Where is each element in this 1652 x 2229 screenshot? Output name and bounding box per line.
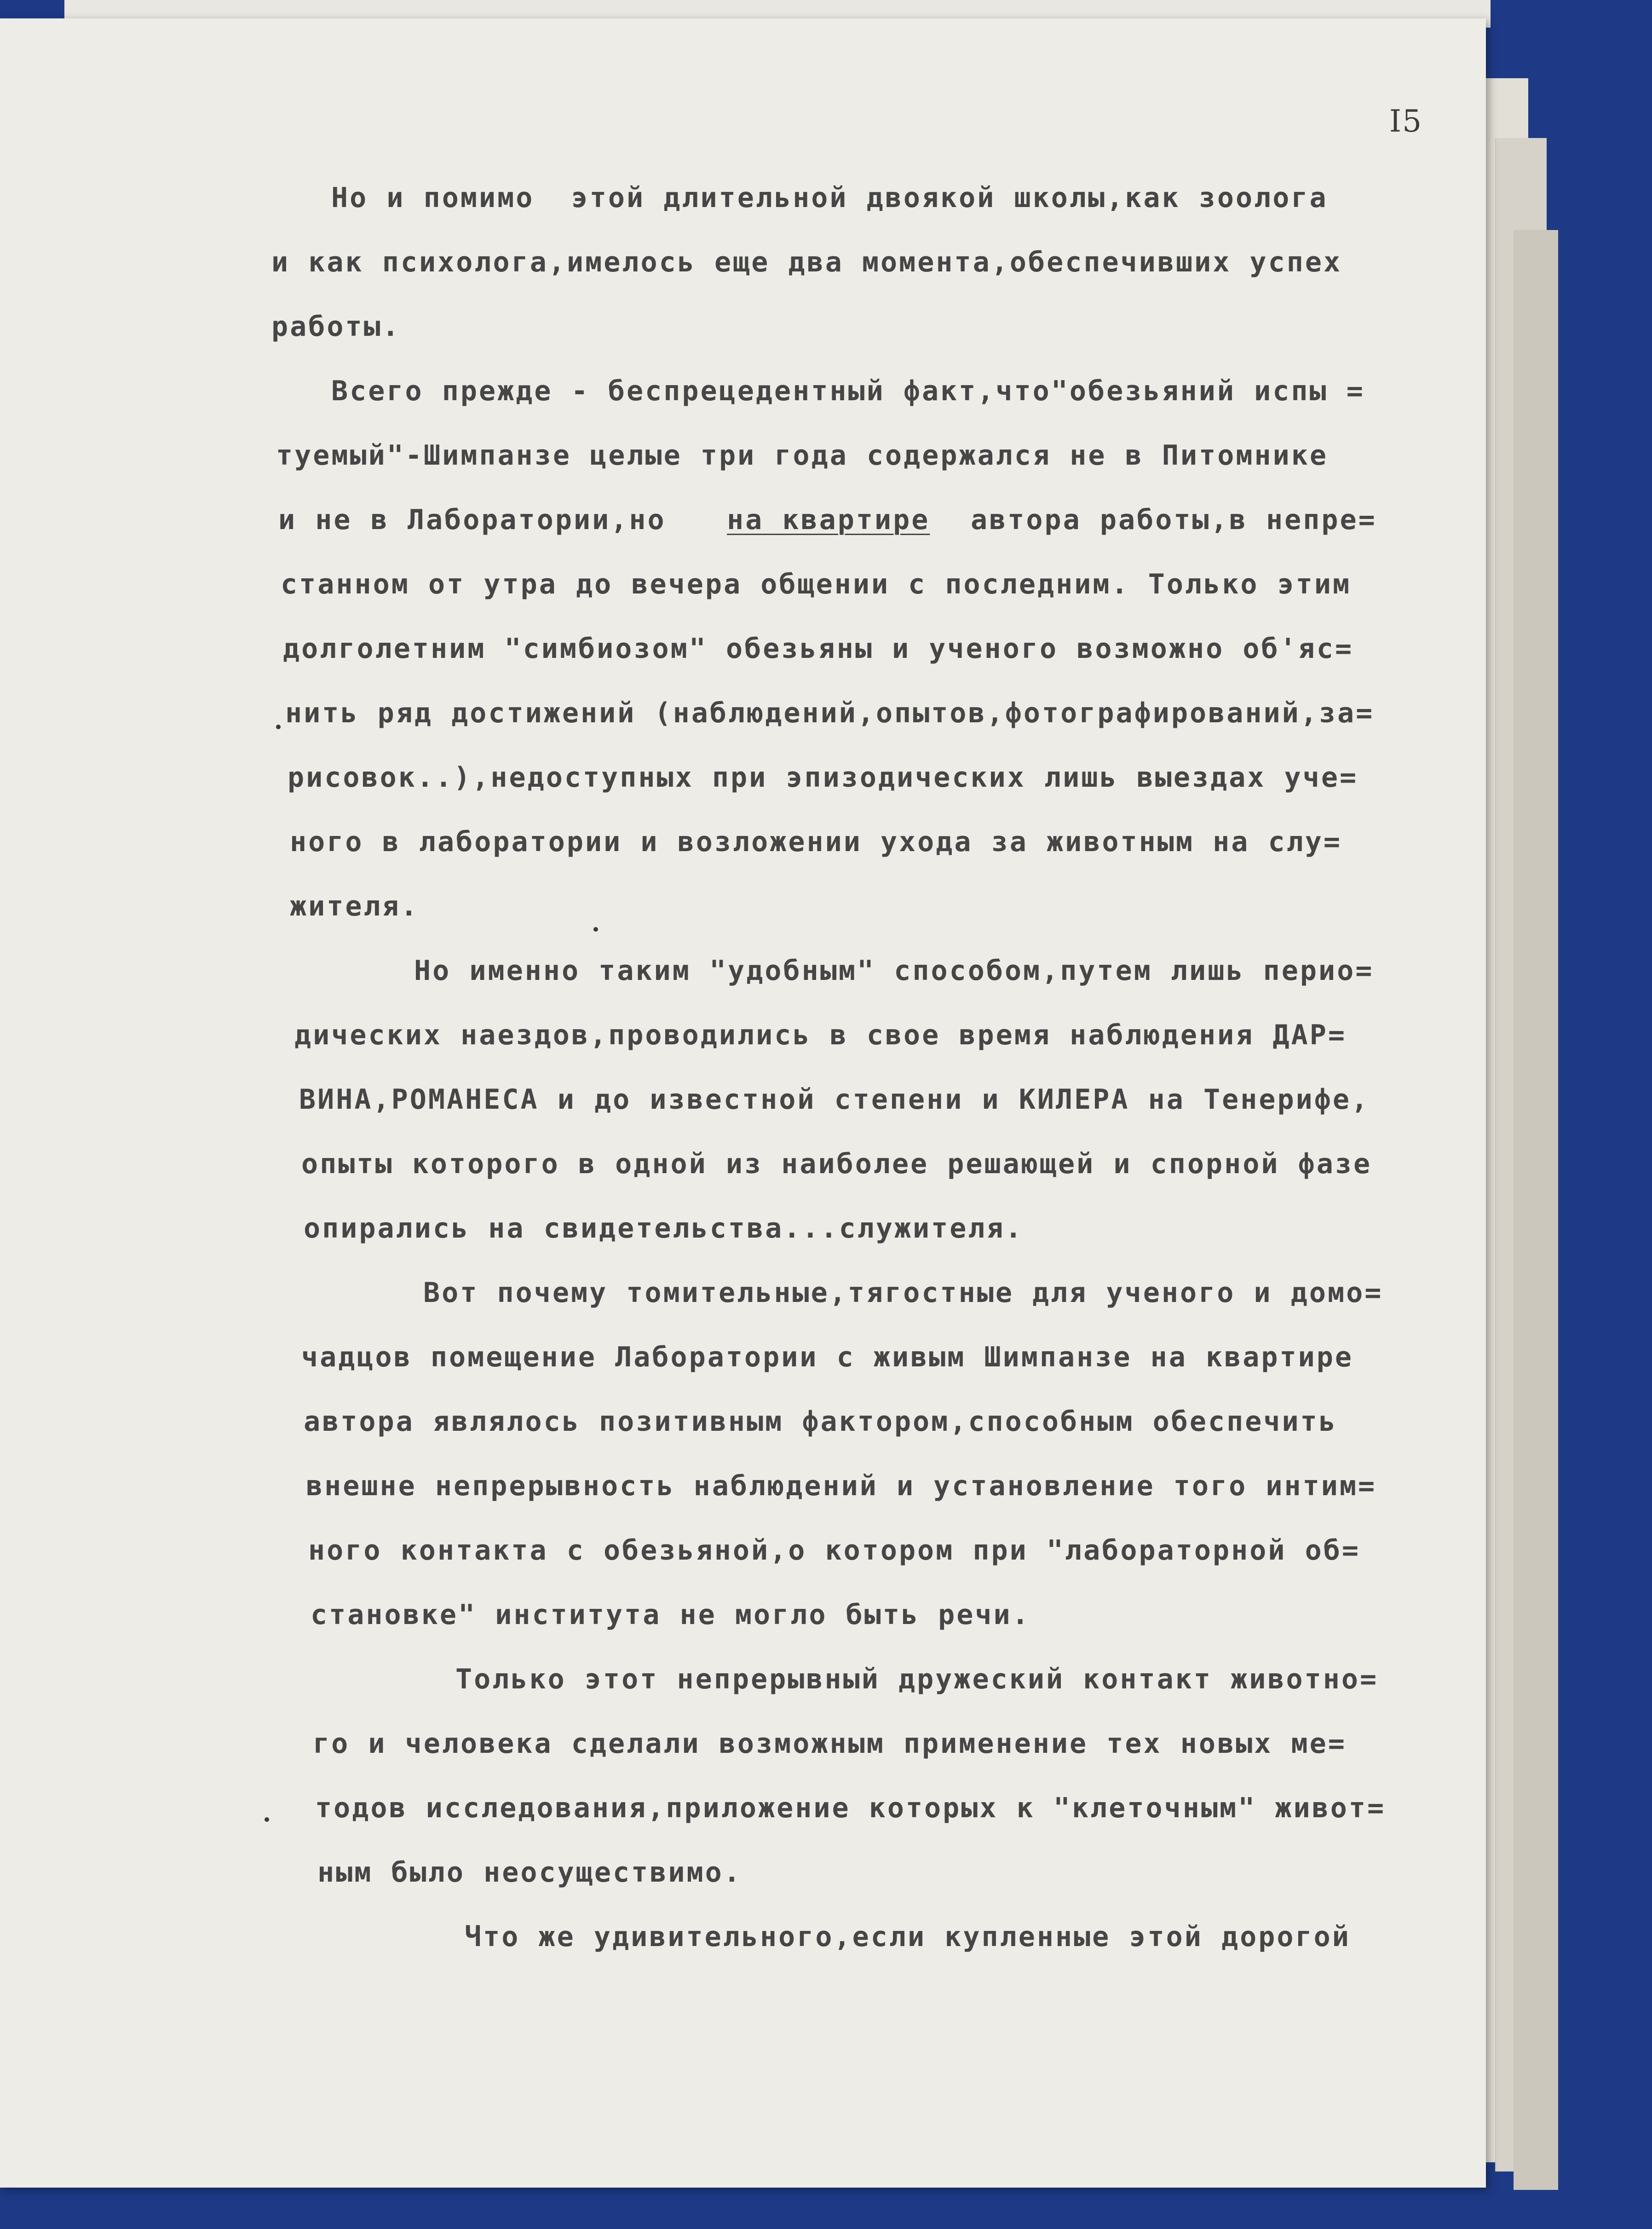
text-line: Всего прежде - беспрецедентный факт,что"обезьяний испы = (331, 375, 1365, 407)
text-line: Но и помимо этой длительной двоякой школы,как зоолога (331, 182, 1328, 214)
ink-dot (265, 1817, 269, 1822)
text-line: станном от утра до вечера общении с последним. Только этим (281, 568, 1352, 600)
text-line: ного контакта с обезьяной,о котором при "лабораторной об= (308, 1534, 1361, 1567)
typewritten-page (0, 18, 1486, 2188)
ink-dot (276, 725, 281, 729)
text-line: нить ряд достижений (наблюдений,опытов,фотографирований,за= (285, 697, 1375, 729)
text-line: тодов исследования,приложение которых к "клеточным" живот= (315, 1792, 1386, 1824)
text-line: жителя. (290, 890, 419, 922)
text-line: автора являлось позитивным фактором,способным обеспечить (304, 1405, 1337, 1438)
text-line: ным было неосуществимо. (317, 1856, 742, 1889)
text-line: автора работы,в непре= (971, 504, 1377, 536)
text-line: рисовок..),недоступных при эпизодических лишь выездах уче= (288, 761, 1358, 794)
text-line: Только этот непрерывный дружеский контакт животно= (455, 1663, 1379, 1695)
text-line: Но именно таким "удобным" способом,путем лишь перио= (414, 955, 1374, 987)
page-body (0, 18, 1486, 2188)
text-line: Что же удивительного,если купленные этой дорогой (465, 1921, 1351, 1953)
text-line: ВИНА,РОМАНЕСА и до известной степени и КИЛЕРА на Тенерифе, (299, 1083, 1370, 1116)
text-line: Вот почему томительные,тягостные для ученого и домо= (423, 1277, 1383, 1309)
text-line: опыты которого в одной из наиболее решающей и спорной фазе (301, 1148, 1372, 1180)
text-line: и как психолога,имелось еще два момента,обеспечивших успех (271, 246, 1342, 278)
text-line: опирались на свидетельства...служителя. (304, 1212, 1024, 1244)
underlined-text: на квартире (727, 504, 930, 536)
page-number: I5 (1389, 104, 1423, 139)
text-line: работы. (271, 311, 401, 343)
text-line: становке" института не могло быть речи. (311, 1599, 1030, 1631)
ink-dot (593, 927, 598, 932)
text-line: го и человека сделали возможным применение тех новых ме= (313, 1728, 1347, 1760)
text-line: туемый"-Шимпанзе целые три года содержался не в Питомнике (276, 439, 1329, 472)
text-line: чадцов помещение Лаборатории с живым Шимпанзе на квартире (301, 1341, 1354, 1373)
text-line: внешне непрерывность наблюдений и установление того интим= (306, 1470, 1377, 1502)
text-line: ного в лаборатории и возложении ухода за животным на слу= (290, 826, 1342, 858)
text-line: и не в Лаборатории,но (278, 504, 666, 536)
underlying-sheet-edge (1514, 230, 1558, 2190)
text-line: долголетним "симбиозом" обезьяны и ученого возможно об'яс= (283, 633, 1354, 665)
text-line: дических наездов,проводились в свое время наблюдения ДАР= (294, 1019, 1347, 1051)
